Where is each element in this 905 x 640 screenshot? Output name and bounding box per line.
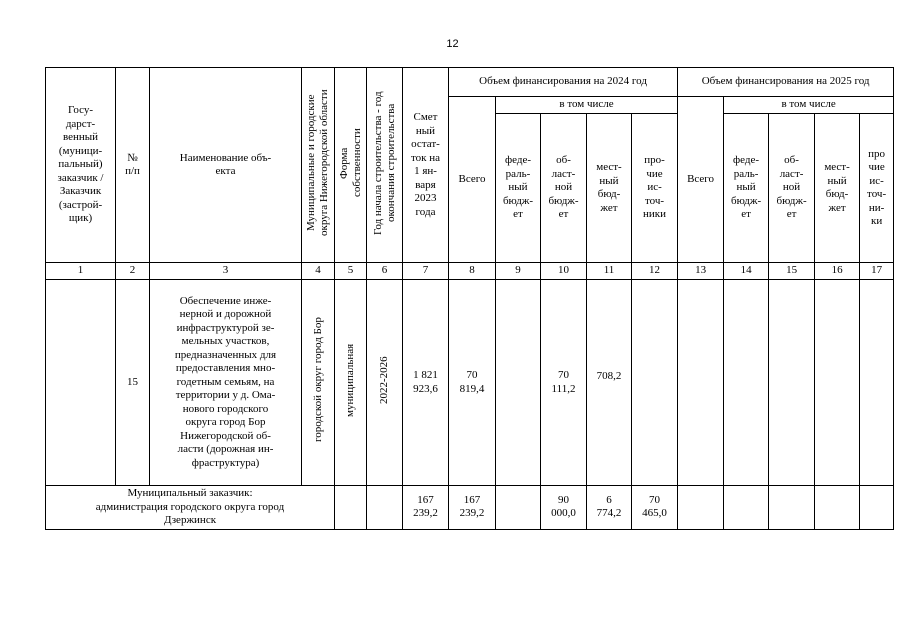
summary-federal-2024 [496,486,541,530]
header-remainder: Смет ный остат- ток на 1 ян- варя 2023 года [403,68,449,263]
summary-regional-2025 [769,486,815,530]
summary-row [46,486,894,530]
header-federal-2025: феде- раль- ный бюдж- ет [724,114,769,263]
row-local-2024: 708,2 [587,280,632,486]
row-object-name: Обеспечение инже- нерной и дорожной инфраструктурой зе- мельных участков, предназначенных для предоставления мно- годетным семьям, на территории у д. Ома- нового городского округа город Бор Нижегородской об- ласти (дорожная ин- фраструктура) [150,280,302,486]
header-regional-2025: об- ласт- ной бюдж- ет [769,114,815,263]
header-local-2025: мест- ный бюд- жет [815,114,860,263]
header-name: Наименование объ- екта [150,68,302,263]
row-other-2024 [632,280,678,486]
header-ownership-cell [335,68,367,263]
header-federal-2024: феде- раль- ный бюдж- ет [496,114,541,263]
summary-federal-2025 [724,486,769,530]
column-number: 15 [769,263,815,280]
row-number: 15 [116,280,150,486]
row-federal-2024 [496,280,541,486]
header-ownership: Форма собственности [337,128,363,198]
column-number: 9 [496,263,541,280]
row-ownership: муниципальная [344,343,356,417]
row-local-2025 [815,280,860,486]
column-number: 8 [449,263,496,280]
row-total-2024: 70 819,4 [449,280,496,486]
row-customer [46,280,116,486]
row-municipality: городской округ город Бор [311,317,324,443]
row-total-2025 [678,280,724,486]
header-customer: Госу- дарст- венный (муници- пальный) заказчик / Заказчик (застрой- щик) [46,68,116,263]
column-number: 11 [587,263,632,280]
column-number: 16 [815,263,860,280]
header-fin-2024: Объем финансирования на 2024 год [449,68,678,97]
page-number: 12 [446,38,459,50]
header-regional-2024: об- ласт- ной бюдж- ет [541,114,587,263]
header-years: Год начала строительства - год окончания строительства [371,90,397,235]
column-number: 14 [724,263,769,280]
header-fin-2025: Объем финансирования на 2025 год [678,68,894,97]
summary-regional-2024: 90 000,0 [541,486,587,530]
column-number: 17 [860,263,894,280]
summary-local-2025 [815,486,860,530]
row-remainder: 1 821 923,6 [403,280,449,486]
column-number: 1 [46,263,116,280]
header-total-2024: Всего [449,97,496,263]
column-number: 5 [335,263,367,280]
summary-label: Муниципальный заказчик: администрация городского округа город Дзержинск [46,486,335,530]
row-regional-2024: 70 111,2 [541,280,587,486]
row-municipality-cell [302,280,335,486]
column-number: 7 [403,263,449,280]
financing-table [45,67,894,530]
row-ownership-cell [335,280,367,486]
column-number: 4 [302,263,335,280]
summary-ownership [335,486,367,530]
summary-other-2024: 70 465,0 [632,486,678,530]
summary-remainder: 167 239,2 [403,486,449,530]
column-number: 12 [632,263,678,280]
header-including-2025: в том числе [724,97,894,114]
header-municipality-cell [302,68,335,263]
header-number: № п/п [116,68,150,263]
header-total-2025: Всего [678,97,724,263]
row-other-2025 [860,280,894,486]
column-number: 3 [150,263,302,280]
column-number: 6 [367,263,403,280]
header-other-2024: про- чие ис- точ- ники [632,114,678,263]
row-years: 2022-2026 [378,356,390,405]
summary-years [367,486,403,530]
summary-other-2025 [860,486,894,530]
column-number: 10 [541,263,587,280]
summary-total-2024: 167 239,2 [449,486,496,530]
column-number: 13 [678,263,724,280]
table-row [46,280,894,486]
header-other-2025: про чие ис- точ- ни- ки [860,114,894,263]
header-including-2024: в том числе [496,97,678,114]
row-federal-2025 [724,280,769,486]
summary-local-2024: 6 774,2 [587,486,632,530]
column-number-row [46,263,894,280]
header-municipality: Муниципальные и городские округа Нижегородской области [305,89,330,237]
header-local-2024: мест- ный бюд- жет [587,114,632,263]
row-years-cell [367,280,403,486]
summary-total-2025 [678,486,724,530]
header-years-cell [367,68,403,263]
row-regional-2025 [769,280,815,486]
column-number: 2 [116,263,150,280]
